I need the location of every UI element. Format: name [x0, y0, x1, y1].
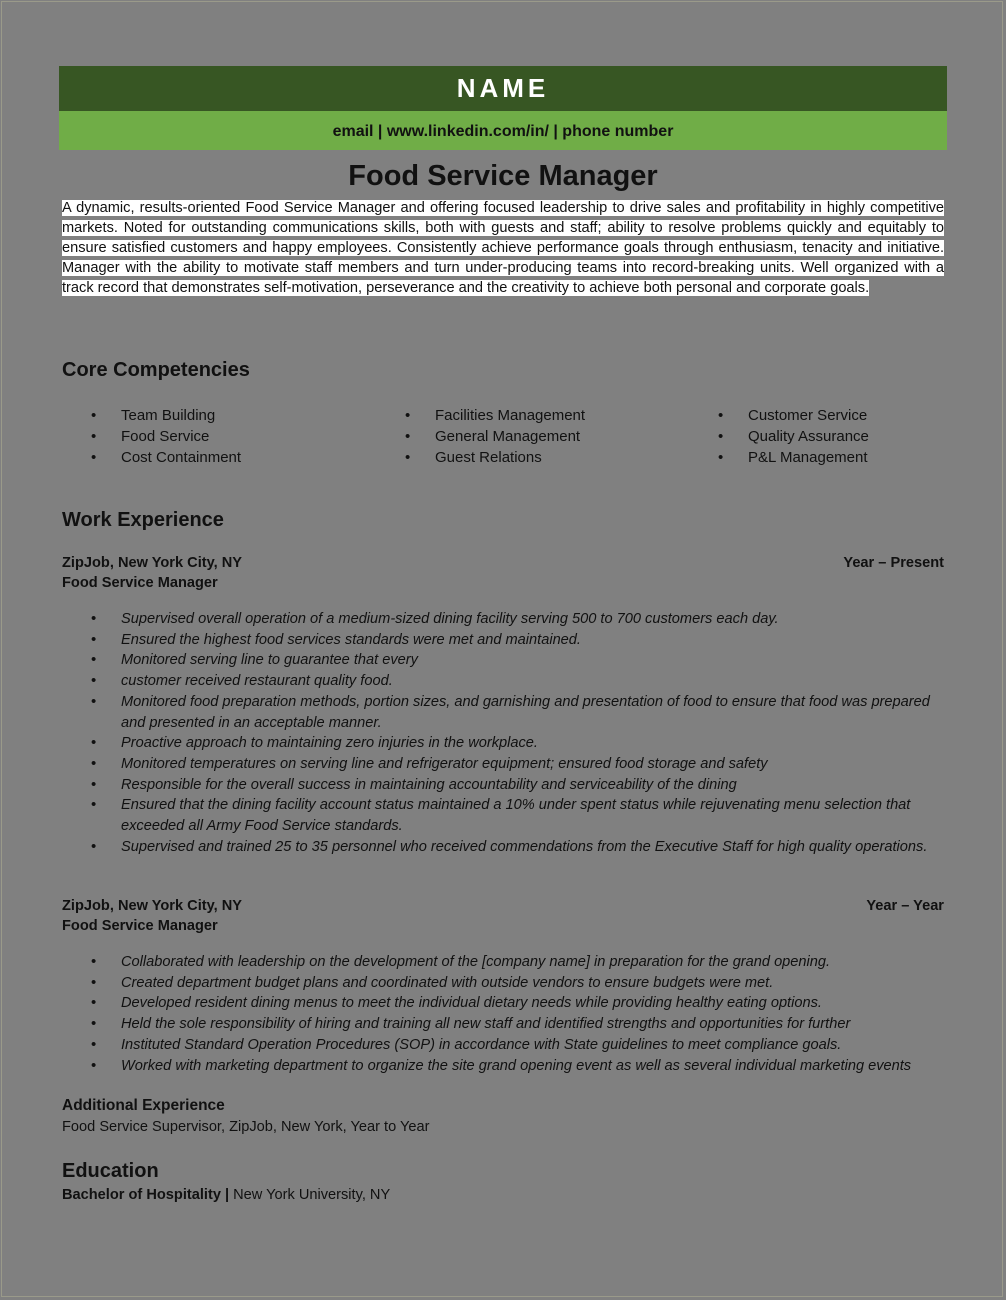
job-2-duties	[62, 952, 944, 1076]
summary-text: A dynamic, results-oriented Food Service Manager and offering focused leadership to drive sales and profitability in highly competitive markets. Noted for outstanding communications skills, both with guests and staff; ability to resolve problems quickly and equitably to ensure satisfied customers and happy employees. Consistently achieve performance goals through enthusiasm, tenacity and initiative. Manager with the ability to motivate staff members and turn under-producing teams into record-breaking units. Well organized with a track record that demonstrates self-motivation, perseverance and the creativity to achieve both personal and corporate goals.	[62, 200, 944, 296]
competency-item: • Quality Assurance	[689, 426, 869, 447]
name-banner	[59, 66, 947, 111]
competency-item: • Customer Service	[689, 405, 869, 426]
duty-item: • Collaborated with leadership on the development of the [company name] in preparation for the grand opening.	[62, 952, 944, 973]
competency-item: • General Management	[376, 426, 585, 447]
competencies-column-2	[376, 405, 585, 468]
job-2-header	[62, 898, 944, 914]
job-2-role: Food Service Manager	[62, 918, 218, 934]
education-heading: Education	[62, 1160, 159, 1182]
duty-item: • Monitored food preparation methods, portion sizes, and garnishing and presentation of food to ensure that food was prepared and presented in an acceptable manner.	[62, 692, 944, 733]
candidate-name: NAME	[456, 73, 550, 103]
additional-experience-heading: Additional Experience	[62, 1097, 225, 1114]
education-school: New York University, NY	[229, 1187, 391, 1203]
competency-item: • Facilities Management	[376, 405, 585, 426]
duty-item: • Ensured the highest food services standards were met and maintained.	[62, 630, 944, 651]
contact-info: email | www.linkedin.com/in/ | phone number	[332, 123, 674, 140]
competency-item: • Guest Relations	[376, 447, 585, 468]
duty-item: • Developed resident dining menus to meet the individual dietary needs while providing healthy eating options.	[62, 993, 944, 1014]
job-1-dates: Year – Present	[843, 555, 944, 571]
job-1-duties	[62, 609, 944, 857]
summary-paragraph	[62, 198, 944, 298]
job-1-company: ZipJob, New York City, NY	[62, 555, 243, 571]
duty-item: • Supervised and trained 25 to 35 personnel who received commendations from the Executive Staff for high quality operations.	[62, 837, 944, 858]
duty-item: • Monitored temperatures on serving line and refrigerator equipment; ensured food storage and safety	[62, 754, 944, 775]
education-line	[62, 1187, 390, 1203]
duty-item: • Held the sole responsibility of hiring and training all new staff and identified strengths and opportunities for further	[62, 1014, 944, 1035]
duty-item: • Supervised overall operation of a medium-sized dining facility serving 500 to 700 customers each day.	[62, 609, 944, 630]
duty-item: • Ensured that the dining facility account status maintained a 10% under spent status while rejuvenating menu selection that exceeded all Army Food Service standards.	[62, 795, 944, 836]
duty-item: • Created department budget plans and coordinated with outside vendors to ensure budgets were met.	[62, 973, 944, 994]
job-1-role: Food Service Manager	[62, 575, 218, 591]
duty-item: • Worked with marketing department to organize the site grand opening event as well as several individual marketing events	[62, 1056, 944, 1077]
education-degree: Bachelor of Hospitality |	[62, 1187, 230, 1203]
duty-item: • Proactive approach to maintaining zero injuries in the workplace.	[62, 733, 944, 754]
competency-item: • Team Building	[62, 405, 241, 426]
duty-item: • Monitored serving line to guarantee that every	[62, 650, 944, 671]
competencies-column-3	[689, 405, 869, 468]
duty-item: • Responsible for the overall success in maintaining accountability and serviceability of the dining	[62, 775, 944, 796]
core-competencies-heading: Core Competencies	[62, 359, 250, 381]
job-2-company: ZipJob, New York City, NY	[62, 898, 243, 914]
additional-experience-text: Food Service Supervisor, ZipJob, New York, Year to Year	[62, 1119, 430, 1135]
competency-item: • Cost Containment	[62, 447, 241, 468]
duty-item: • Instituted Standard Operation Procedures (SOP) in accordance with State guidelines to meet compliance goals.	[62, 1035, 944, 1056]
work-experience-heading: Work Experience	[62, 509, 224, 531]
resume-title: Food Service Manager	[348, 160, 658, 192]
competencies-column-1	[62, 405, 241, 468]
competency-item: • P&L Management	[689, 447, 869, 468]
job-1-header	[62, 555, 944, 571]
job-2-dates: Year – Year	[866, 898, 944, 914]
contact-banner	[59, 111, 947, 150]
competency-item: • Food Service	[62, 426, 241, 447]
duty-item: • customer received restaurant quality food.	[62, 671, 944, 692]
